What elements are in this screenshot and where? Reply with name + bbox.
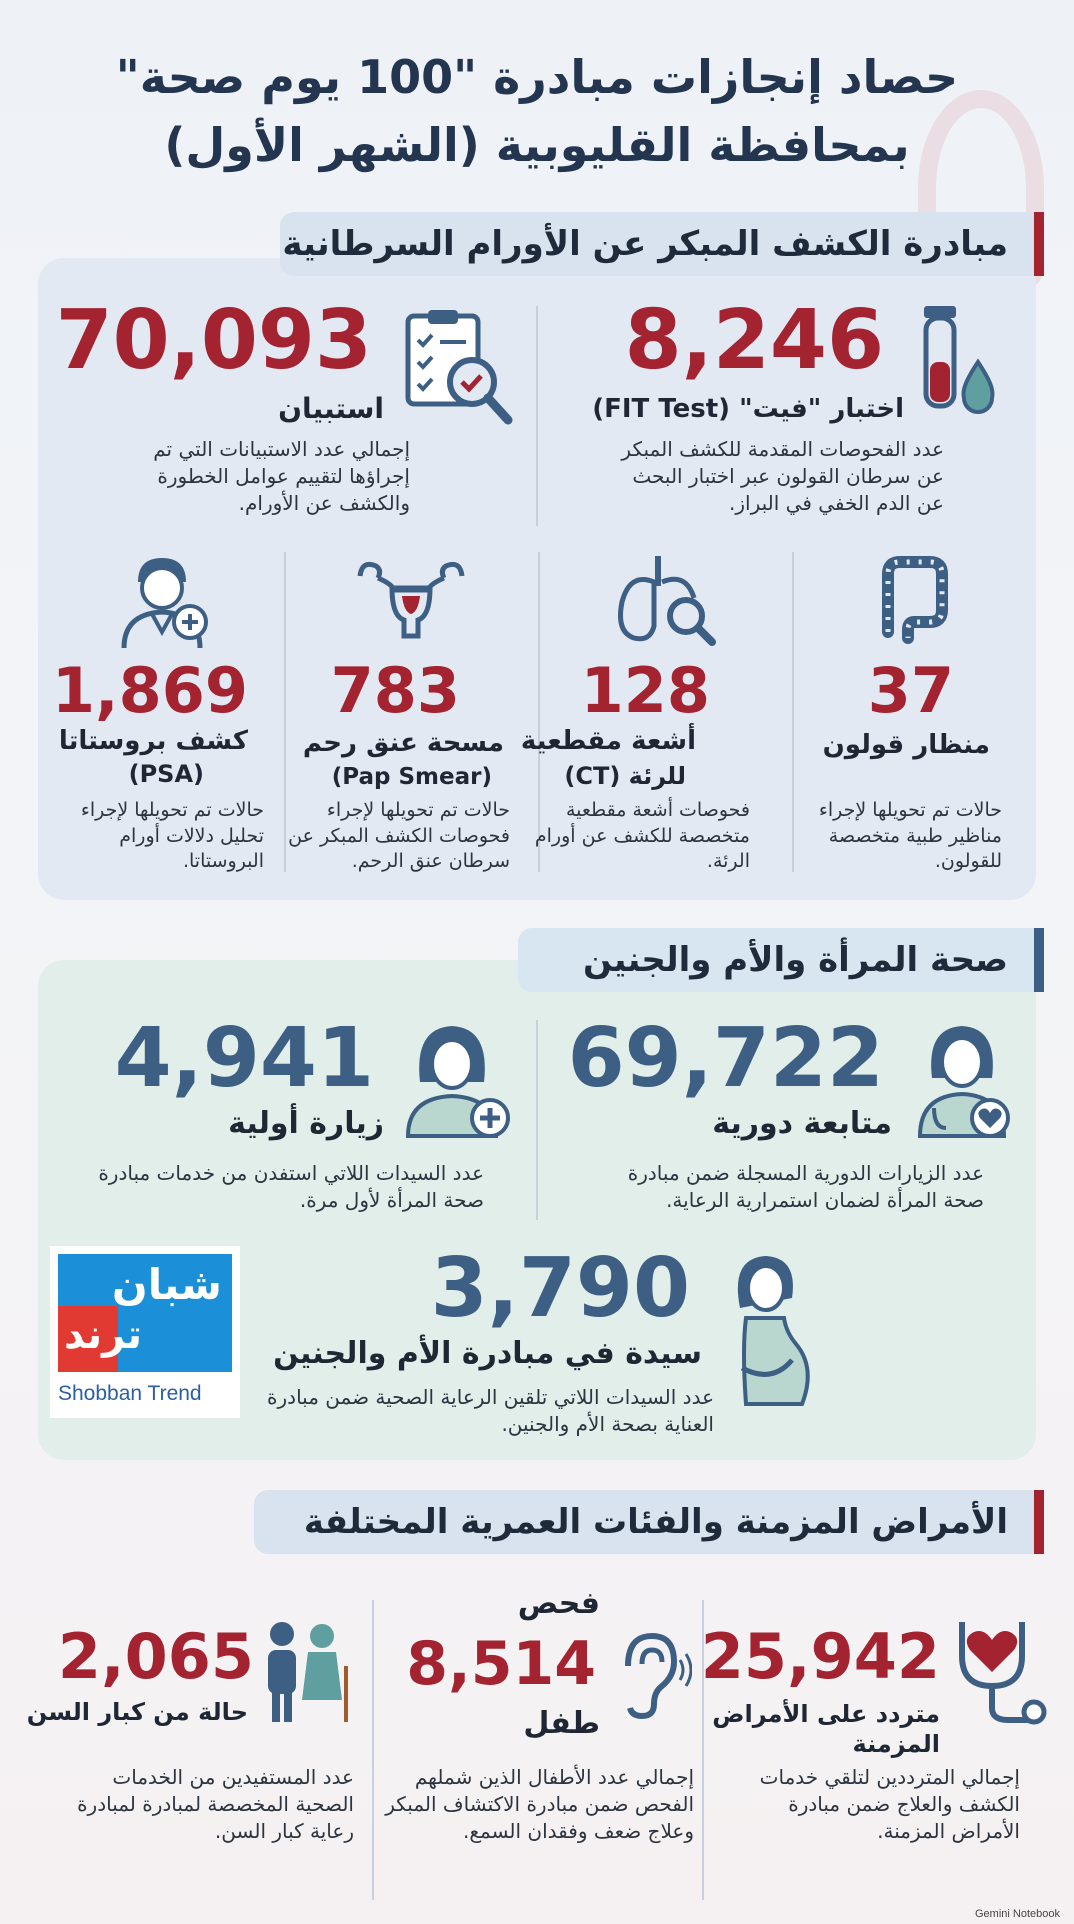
survey-label: استبيان	[278, 392, 384, 425]
elderly-label: حالة من كبار السن	[26, 1698, 248, 1726]
pap-value: 783	[330, 654, 460, 727]
fit-label: اختبار "فيت" (FIT Test)	[592, 394, 904, 424]
section-title: مبادرة الكشف المبكر عن الأورام السرطانية	[282, 224, 1008, 264]
elderly-desc: عدد المستفيدين من الخدمات الصحية المخصصة لمبادرة لمبادرة رعاية كبار السن.	[77, 1765, 354, 1843]
hearing-bottom-label: طفل	[523, 1706, 600, 1741]
page-title: حصاد إنجازات مبادرة "100 يوم صحة"	[115, 50, 959, 104]
stethoscope-heart-icon	[948, 1616, 1048, 1726]
colonoscopy-desc: حالات تم تحويلها لإجراء مناظير طبية متخصصة للقولون.	[818, 799, 1002, 873]
watermark-logo	[50, 1246, 240, 1418]
section-accent-bar	[1034, 212, 1044, 276]
hearing-desc: إجمالي عدد الأطفال الذين شملهم الفحص ضمن مبادرة الاكتشاف المبكر وعلاج ضعف وفقدان السمع.	[385, 1765, 694, 1843]
elderly-couple-icon	[256, 1616, 352, 1726]
chronic-visits-value: 25,942	[700, 1620, 940, 1693]
divider	[536, 1020, 538, 1220]
psa-desc: حالات تم تحويلها لإجراء تحليل دلالات أورام البروستاتا.	[80, 799, 264, 873]
survey-desc: إجمالي عدد الاستبيانات التي تم إجراؤها لتقييم عوامل الخطورة والكشف عن الأورام.	[153, 437, 410, 515]
page-subtitle: بمحافظة القليوبية (الشهر الأول)	[164, 118, 910, 172]
divider	[536, 306, 538, 526]
woman-plus-icon	[402, 1018, 512, 1140]
section-header-cancer	[280, 212, 1034, 276]
ct-desc: فحوصات أشعة مقطعية متخصصة للكشف عن أورام الرئة.	[534, 799, 750, 873]
section-title: صحة المرأة والأم والجنين	[582, 940, 1008, 980]
uterus-icon	[352, 556, 470, 642]
hearing-top-label: فحص	[517, 1586, 600, 1621]
maternal-label: سيدة في مبادرة الأم والجنين	[273, 1336, 702, 1371]
section-header-women	[518, 928, 1034, 992]
clipboard-magnifier-icon	[402, 306, 514, 430]
lungs-magnifier-icon	[610, 552, 718, 648]
pap-label-2: (Pap Smear)	[331, 764, 492, 790]
test-tube-drop-icon	[918, 302, 998, 420]
first-visit-label: زيارة أولية	[228, 1106, 384, 1141]
followup-desc: عدد الزيارات الدورية المسجلة ضمن مبادرة صحة المرأة لضمان استمرارية الرعاية.	[627, 1161, 984, 1212]
watermark-line2: ترند	[64, 1312, 143, 1358]
followup-label: متابعة دورية	[712, 1106, 892, 1141]
section-header-chronic	[254, 1490, 1034, 1554]
chronic-visits-desc: إجمالي المترددين لتلقي خدمات الكشف والعلاج ضمن مبادرة الأمراض المزمنة.	[759, 1765, 1020, 1843]
colonoscopy-value: 37	[867, 654, 954, 727]
divider	[372, 1600, 374, 1900]
ct-value: 128	[580, 654, 710, 727]
chronic-visits-label-1: متردد على الأمراض	[712, 1700, 940, 1728]
psa-label-1: كشف بروستاتا	[58, 726, 248, 756]
watermark-line1: شبان	[111, 1260, 222, 1309]
psa-label-2: (PSA)	[128, 760, 204, 788]
section-title: الأمراض المزمنة والفئات العمرية المختلفة	[303, 1502, 1008, 1542]
chronic-visits-label-2: المزمنة	[852, 1730, 940, 1758]
nurse-heart-icon	[912, 1018, 1012, 1140]
elderly-value: 2,065	[57, 1620, 254, 1693]
ct-label-2: للرئة (CT)	[564, 762, 686, 790]
followup-value: 69,722	[567, 1011, 884, 1106]
section-accent-bar	[1034, 928, 1044, 992]
watermark-latin: Shobban Trend	[58, 1382, 202, 1405]
colonoscopy-label: منظار قولون	[822, 730, 990, 760]
pap-label-1: مسحة عنق رحم	[302, 728, 504, 758]
first-visit-desc: عدد السيدات اللاتي استفدن من خدمات مبادرة صحة المرأة لأول مرة.	[98, 1161, 484, 1212]
ear-icon	[616, 1630, 692, 1722]
footer-brand: Gemini Notebook	[975, 1908, 1060, 1920]
pap-desc: حالات تم تحويلها لإجراء فحوصات الكشف المبكر عن سرطان عنق الرحم.	[288, 799, 510, 873]
psa-value: 1,869	[51, 654, 248, 727]
fit-desc: عدد الفحوصات المقدمة للكشف المبكر عن سرطان القولون عبر اختبار البحث عن الدم الخفي في البراز.	[621, 437, 944, 515]
first-visit-value: 4,941	[114, 1011, 374, 1106]
maternal-value: 3,790	[430, 1241, 690, 1336]
ct-label-1: أشعة مقطعية	[520, 726, 696, 756]
male-doctor-plus-icon	[112, 552, 212, 652]
pregnant-woman-icon	[712, 1248, 822, 1408]
colon-icon	[868, 552, 960, 644]
fit-value: 8,246	[624, 293, 884, 388]
maternal-desc: عدد السيدات اللاتي تلقين الرعاية الصحية ضمن مبادرة العناية بصحة الأم والجنين.	[267, 1385, 714, 1436]
survey-value: 70,093	[55, 293, 372, 388]
section-accent-bar	[1034, 1490, 1044, 1554]
hearing-value: 8,514	[406, 1629, 596, 1699]
